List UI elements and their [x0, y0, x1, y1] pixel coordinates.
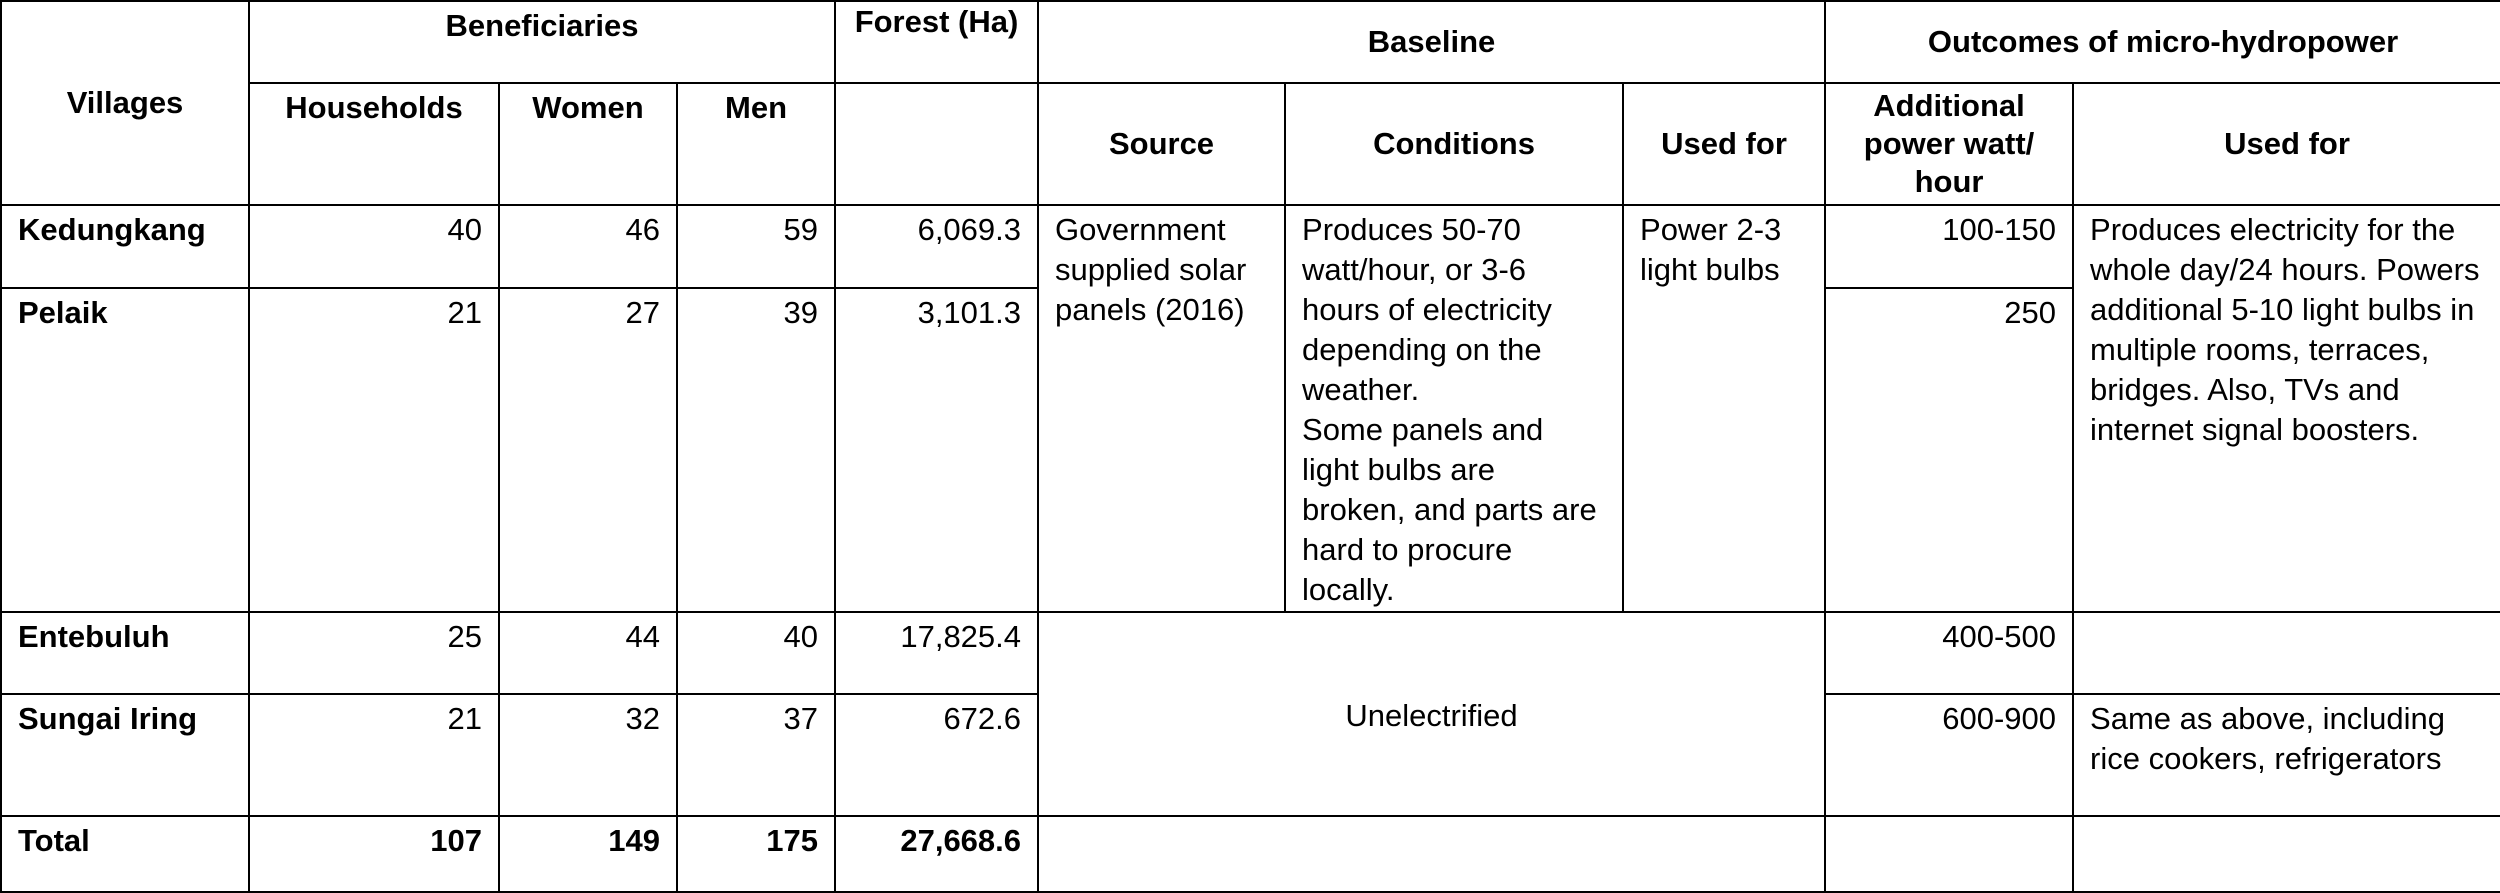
header-used-for: Used for: [1623, 83, 1825, 205]
conditions-cell: [1285, 205, 1623, 611]
village-name: Pelaik: [1, 288, 249, 612]
source-cell: Government supplied solar panels (2016): [1038, 205, 1285, 611]
outcome-used-for-cell: Produces electricity for the whole day/24 hours. Powers additional 5-10 light bulbs in multiple rooms, terraces, bridges. Also, TVs and internet signal boosters.: [2073, 205, 2500, 611]
header-forest-blank: [835, 83, 1038, 205]
households-value: 21: [249, 288, 499, 612]
total-baseline-blank: [1038, 816, 1825, 892]
households-value: 21: [249, 694, 499, 816]
power-value: 600-900: [1825, 694, 2073, 816]
power-value: 400-500: [1825, 612, 2073, 694]
header-additional-power: Additional power watt/ hour: [1825, 83, 2073, 205]
total-men: 175: [677, 816, 835, 892]
total-power-blank: [1825, 816, 2073, 892]
women-value: 44: [499, 612, 677, 694]
forest-value: 17,825.4: [835, 612, 1038, 694]
header-baseline: Baseline: [1038, 1, 1825, 83]
village-name: Kedungkang: [1, 205, 249, 288]
conditions-text-2: Some panels and light bulbs are broken, and parts are hard to procure locally.: [1302, 412, 1597, 608]
header-men: Men: [677, 83, 835, 205]
households-value: 25: [249, 612, 499, 694]
women-value: 27: [499, 288, 677, 612]
households-value: 40: [249, 205, 499, 288]
unelectrified-cell: Unelectrified: [1038, 612, 1825, 816]
outcome-entebuluh-blank: [2073, 612, 2500, 694]
conditions-text-1: Produces 50-70 watt/hour, or 3-6 hours of electricity depending on the weather.: [1302, 212, 1552, 408]
baseline-used-for-cell: Power 2-3 light bulbs: [1623, 205, 1825, 611]
power-value: 100-150: [1825, 205, 2073, 288]
forest-value: 6,069.3: [835, 205, 1038, 288]
header-conditions: Conditions: [1285, 83, 1623, 205]
total-forest: 27,668.6: [835, 816, 1038, 892]
power-value: 250: [1825, 288, 2073, 612]
women-value: 32: [499, 694, 677, 816]
village-name: Sungai Iring: [1, 694, 249, 816]
header-outcomes: Outcomes of micro-hydropower: [1825, 1, 2500, 83]
total-households: 107: [249, 816, 499, 892]
total-women: 149: [499, 816, 677, 892]
header-beneficiaries: Beneficiaries: [249, 1, 835, 83]
header-households: Households: [249, 83, 499, 205]
header-outcome-used-for: Used for: [2073, 83, 2500, 205]
forest-value: 3,101.3: [835, 288, 1038, 612]
men-value: 40: [677, 612, 835, 694]
women-value: 46: [499, 205, 677, 288]
men-value: 39: [677, 288, 835, 612]
men-value: 59: [677, 205, 835, 288]
forest-value: 672.6: [835, 694, 1038, 816]
header-forest: Forest (Ha): [835, 1, 1038, 83]
header-villages: Villages: [1, 1, 249, 205]
total-label: Total: [1, 816, 249, 892]
header-women: Women: [499, 83, 677, 205]
village-name: Entebuluh: [1, 612, 249, 694]
outcome-sungai-cell: Same as above, including rice cookers, refrigerators: [2073, 694, 2500, 816]
header-source: Source: [1038, 83, 1285, 205]
total-outcome-blank: [2073, 816, 2500, 892]
men-value: 37: [677, 694, 835, 816]
